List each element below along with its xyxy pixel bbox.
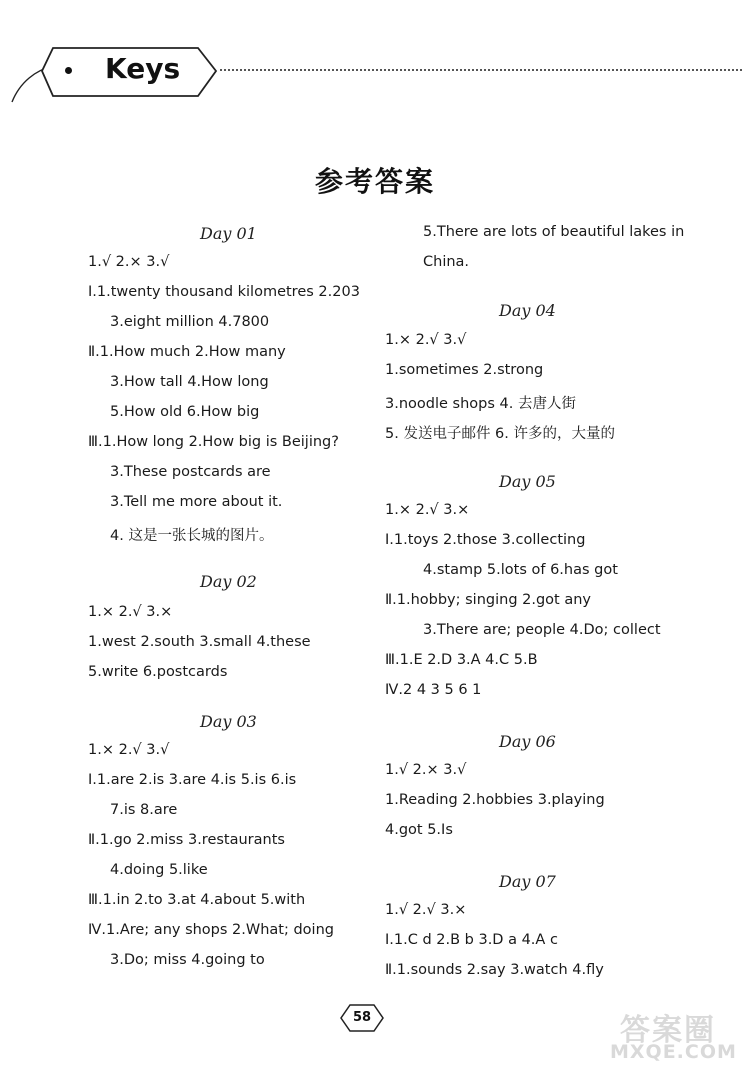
day-heading: Day 06 — [499, 732, 556, 751]
answer-line: Ⅰ.1.toys 2.those 3.collecting — [385, 532, 586, 548]
answer-line: Ⅲ.1.E 2.D 3.A 4.C 5.B — [385, 652, 538, 668]
answer-line: 3.eight million 4.7800 — [110, 314, 270, 330]
answer-line: 1.√ 2.× 3.√ — [88, 254, 170, 270]
answer-line: 1.× 2.√ 3.× — [385, 502, 470, 518]
page-title: 参考答案 — [314, 165, 435, 198]
answer-line: 4.doing 5.like — [110, 862, 208, 878]
answer-line: 1.√ 2.× 3.√ — [385, 762, 467, 778]
answer-line: 3.Do; miss 4.going to — [110, 952, 265, 968]
answer-line: Ⅰ.1.are 2.is 3.are 4.is 5.is 6.is — [88, 772, 297, 788]
answer-line: 3.noodle shops 4. 去唐人街 — [385, 396, 576, 412]
answer-line: Ⅰ.1.C d 2.B b 3.D a 4.A c — [385, 932, 558, 948]
day-heading: Day 03 — [200, 712, 257, 731]
answer-line: Ⅱ.1.sounds 2.say 3.watch 4.fly — [385, 962, 604, 978]
answer-line: 1.× 2.√ 3.√ — [385, 332, 467, 348]
answer-line: 3.There are; people 4.Do; collect — [423, 622, 661, 638]
header-dotted-rule — [220, 69, 742, 71]
answer-line: 3.How tall 4.How long — [110, 374, 269, 390]
page-number: 58 — [352, 1010, 372, 1025]
day-heading: Day 07 — [499, 872, 556, 891]
answer-line: 5. 发送电子邮件 6. 许多的，大量的 — [385, 426, 615, 442]
watermark — [610, 1005, 745, 1067]
answer-line: 1.√ 2.√ 3.× — [385, 902, 467, 918]
answer-line: Ⅲ.1.How long 2.How big is Beijing? — [88, 434, 339, 450]
answer-line: Ⅱ.1.go 2.miss 3.restaurants — [88, 832, 285, 848]
answer-line: Ⅱ.1.hobby; singing 2.got any — [385, 592, 591, 608]
answer-line: 3.Tell me more about it. — [110, 494, 283, 510]
answer-line: 5.write 6.postcards — [88, 664, 228, 680]
answer-line: 7.is 8.are — [110, 802, 178, 818]
watermark-line1: 答案圈 — [620, 1013, 716, 1048]
answer-line: 1.× 2.√ 3.√ — [88, 742, 170, 758]
answer-line: Ⅳ.1.Are; any shops 2.What; doing — [88, 922, 334, 938]
answer-line: 1.Reading 2.hobbies 3.playing — [385, 792, 605, 808]
answer-line: 4.got 5.Is — [385, 822, 453, 838]
answer-line: 1.west 2.south 3.small 4.these — [88, 634, 311, 650]
page-number-badge — [340, 1003, 384, 1033]
answer-line: 4. 这是一张长城的图片。 — [110, 528, 274, 544]
keys-badge — [8, 40, 223, 104]
day-heading: Day 01 — [200, 224, 257, 243]
answer-line: 5.There are lots of beautiful lakes in — [423, 224, 685, 240]
day-heading: Day 02 — [200, 572, 257, 591]
watermark-line2: MXQE.COM — [610, 1041, 737, 1063]
answer-line: 4.stamp 5.lots of 6.has got — [423, 562, 618, 578]
badge-label: Keys — [105, 52, 181, 85]
answer-line: Ⅳ.2 4 3 5 6 1 — [385, 682, 482, 698]
answer-line: Ⅰ.1.twenty thousand kilometres 2.203 — [88, 284, 360, 300]
day-heading: Day 04 — [499, 301, 556, 320]
answer-line: China. — [423, 254, 470, 270]
answer-line: 1.sometimes 2.strong — [385, 362, 544, 378]
answer-line: Ⅱ.1.How much 2.How many — [88, 344, 286, 360]
answer-line: 5.How old 6.How big — [110, 404, 260, 420]
answer-line: Ⅲ.1.in 2.to 3.at 4.about 5.with — [88, 892, 306, 908]
day-heading: Day 05 — [499, 472, 556, 491]
answer-line: 3.These postcards are — [110, 464, 271, 480]
bullet-dot-icon — [65, 67, 72, 74]
answer-line: 1.× 2.√ 3.× — [88, 604, 173, 620]
